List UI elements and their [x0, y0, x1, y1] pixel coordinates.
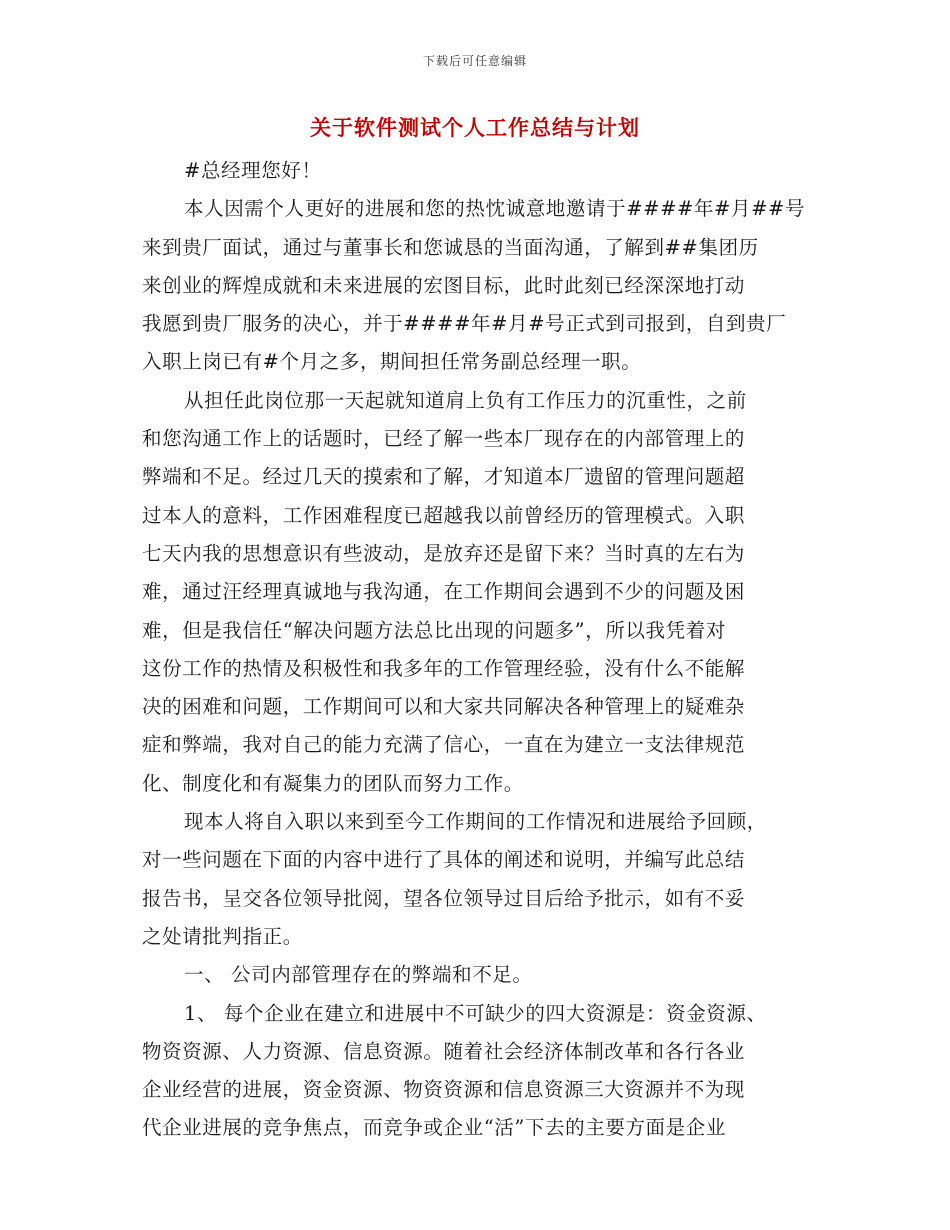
body-line: 本人因需个人更好的进展和您的热忱诚意地邀请于####年#月##号 — [184, 197, 806, 221]
body-line: 过本人的意料，工作困难程度已超越我以前曾经历的管理模式。入职 — [142, 503, 746, 527]
body-line: 对一些问题在下面的内容中进行了具体的阐述和说明，并编写此总结 — [142, 848, 746, 872]
body-line: 这份工作的热情及积极性和我多年的工作管理经验，没有什么不能解 — [142, 656, 746, 680]
body-line: 企业经营的进展，资金资源、物资资源和信息资源三大资源并不为现 — [142, 1078, 746, 1102]
body-line: 代企业进展的竞争焦点，而竞争或企业“活”下去的主要方面是企业 — [142, 1116, 726, 1140]
body-line: 之处请批判指正。 — [142, 924, 303, 948]
document-body — [142, 152, 810, 1148]
header-note: 下载后可任意编辑 — [422, 54, 527, 68]
body-line: 1、 每个企业在建立和进展中不可缺少的四大资源是：资金资源、 — [184, 1001, 767, 1025]
body-line: 来到贵厂面试，通过与董事长和您诚恳的当面沟通，了解到##集团历 — [142, 235, 759, 259]
body-line: 物资资源、人力资源、信息资源。随着社会经济体制改革和各行各业 — [142, 1039, 746, 1063]
body-line: 难，但是我信任“解决问题方法总比出现的问题多”，所以我凭着对 — [142, 618, 726, 642]
body-line: 难，通过汪经理真诚地与我沟通，在工作期间会遇到不少的问题及困 — [142, 580, 746, 604]
body-line: 七天内我的思想意识有些波动，是放弃还是留下来？当时真的左右为 — [142, 541, 746, 565]
body-line: 一、 公司内部管理存在的弊端和不足。 — [184, 963, 533, 987]
body-line: 从担任此岗位那一天起就知道肩上负有工作压力的沉重性，之前 — [184, 388, 747, 412]
body-line: 症和弊端，我对自己的能力充满了信心，一直在为建立一支法律规范 — [142, 733, 746, 757]
body-line: 我愿到贵厂服务的决心，并于####年#月#号正式到司报到，自到贵厂 — [142, 312, 787, 336]
body-line: 和您沟通工作上的话题时，已经了解一些本厂现存在的内部管理上的 — [142, 427, 746, 451]
body-line: 弊端和不足。经过几天的摸索和了解，才知道本厂遗留的管理问题超 — [142, 465, 746, 489]
body-line: 现本人将自入职以来到至今工作期间的工作情况和进展给予回顾， — [184, 810, 767, 834]
body-line: #总经理您好！ — [184, 159, 322, 182]
body-line: 报告书，呈交各位领导批阅，望各位领导过目后给予批示，如有不妥 — [142, 886, 746, 910]
document-title: 关于软件测试个人工作总结与计划 — [310, 115, 640, 140]
body-line: 化、制度化和有凝集力的团队而努力工作。 — [142, 771, 524, 795]
body-line: 决的困难和问题，工作期间可以和大家共同解决各种管理上的疑难杂 — [142, 695, 746, 719]
body-line: 入职上岗已有#个月之多，期间担任常务副总经理一职。 — [142, 350, 642, 374]
body-line: 来创业的辉煌成就和未来进展的宏图目标，此时此刻已经深深地打动 — [142, 273, 746, 297]
